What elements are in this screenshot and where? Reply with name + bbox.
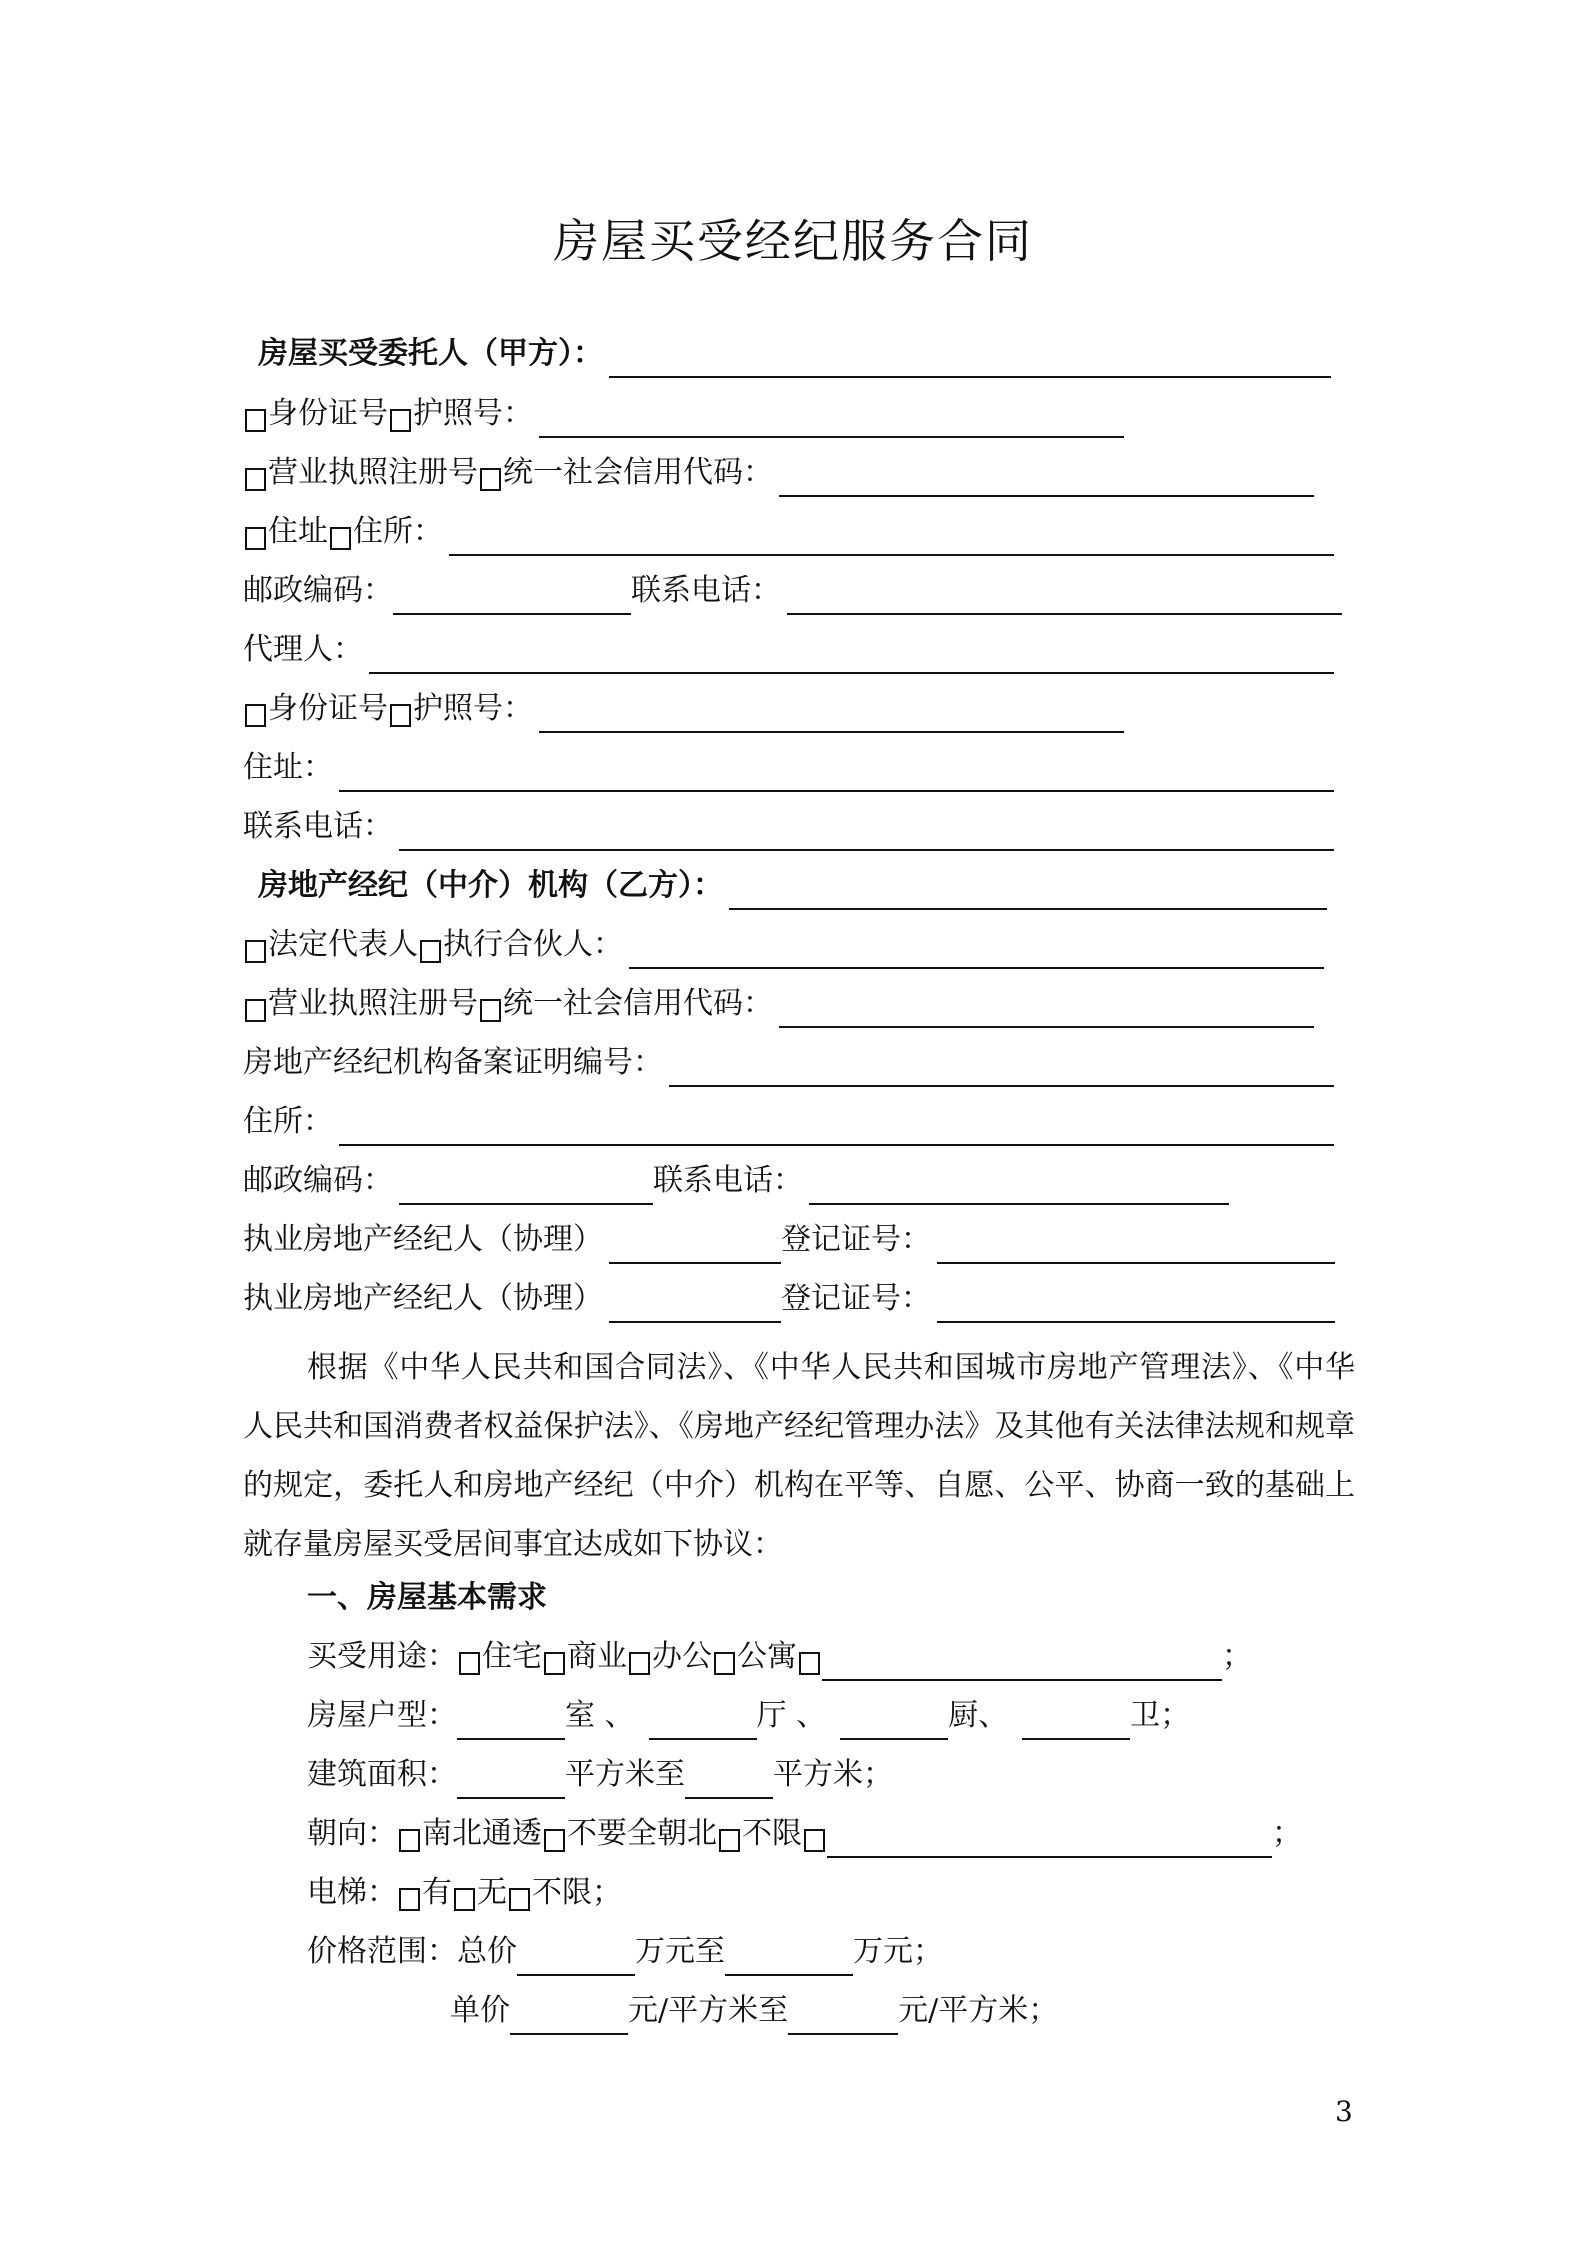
elevator-no-checkbox[interactable] <box>454 1888 475 1911</box>
party-a-phone-field[interactable] <box>787 577 1342 615</box>
agent-address-field[interactable] <box>339 754 1334 792</box>
area-min-field[interactable] <box>457 1761 565 1799</box>
orientation-any-label: 不限 <box>742 1816 802 1851</box>
broker-row-2 <box>243 1275 1335 1323</box>
party-b-row <box>258 862 1327 910</box>
elevator-no-label: 无 <box>477 1875 507 1910</box>
agent-id-label: 身份证号 <box>268 691 388 726</box>
agent-phone-field[interactable] <box>399 813 1334 851</box>
address-checkbox[interactable] <box>245 527 266 550</box>
address-label: 住址 <box>268 514 328 549</box>
b-credit-code-checkbox[interactable] <box>480 999 501 1022</box>
agent-id-checkbox[interactable] <box>245 704 266 727</box>
price-mid: 万元至 <box>635 1934 725 1969</box>
office-checkbox[interactable] <box>629 1652 650 1675</box>
area-end: 平方米； <box>773 1757 893 1792</box>
legal-rep-checkbox[interactable] <box>245 940 266 963</box>
agent-id-field[interactable] <box>539 695 1124 733</box>
elevator-label: 电梯： <box>307 1875 397 1910</box>
apartment-checkbox[interactable] <box>714 1652 735 1675</box>
party-b-contact-row <box>243 1157 1229 1205</box>
agent-passport-checkbox[interactable] <box>390 704 411 727</box>
party-b-label: 房地产经纪（中介）机构（乙方）： <box>258 868 723 903</box>
north-south-label: 南北通透 <box>422 1816 542 1851</box>
price-row <box>307 1928 943 1976</box>
use-end: ； <box>1222 1639 1252 1674</box>
credit-code-checkbox[interactable] <box>480 468 501 491</box>
b-credit-code-label: 统一社会信用代码： <box>503 986 773 1021</box>
residential-checkbox[interactable] <box>459 1652 480 1675</box>
apartment-label: 公寓 <box>737 1639 797 1674</box>
broker-row-1 <box>243 1216 1335 1264</box>
party-a-contact-row <box>243 567 1342 615</box>
elevator-yes-label: 有 <box>422 1875 452 1910</box>
broker-name-field[interactable] <box>609 1226 781 1264</box>
license-label: 营业执照注册号 <box>268 455 478 490</box>
party-a-id-field[interactable] <box>539 400 1124 438</box>
agent-passport-label: 护照号： <box>413 691 533 726</box>
agent-address-row <box>243 744 1334 792</box>
party-b-rep-field[interactable] <box>629 931 1324 969</box>
agent-phone-row <box>243 803 1334 851</box>
orientation-row <box>307 1810 1302 1858</box>
broker-label: 执业房地产经纪人（协理） <box>243 1281 603 1316</box>
passport-checkbox[interactable] <box>390 409 411 432</box>
orientation-any-checkbox[interactable] <box>719 1829 740 1852</box>
kitchens-field[interactable] <box>840 1702 948 1740</box>
broker-name-field[interactable] <box>609 1285 781 1323</box>
residence-checkbox[interactable] <box>330 527 351 550</box>
broker-label: 执业房地产经纪人（协理） <box>243 1222 603 1257</box>
credit-code-label: 统一社会信用代码： <box>503 455 773 490</box>
use-row <box>307 1633 1252 1681</box>
party-a-address-field[interactable] <box>449 518 1334 556</box>
unit-mid: 元/平方米至 <box>628 1993 789 2028</box>
reg-no-field[interactable] <box>937 1285 1335 1323</box>
party-a-id-row <box>243 390 1124 438</box>
filing-field[interactable] <box>669 1049 1334 1087</box>
commercial-label: 商业 <box>567 1639 627 1674</box>
area-row <box>307 1751 893 1799</box>
area-mid: 平方米至 <box>565 1757 685 1792</box>
passport-label: 护照号： <box>413 396 533 431</box>
kitchens-unit: 厨、 <box>948 1698 1009 1733</box>
price-max-field[interactable] <box>725 1938 853 1976</box>
b-license-checkbox[interactable] <box>245 999 266 1022</box>
license-checkbox[interactable] <box>245 468 266 491</box>
party-b-name-field[interactable] <box>729 872 1327 910</box>
not-north-label: 不要全朝北 <box>567 1816 717 1851</box>
area-max-field[interactable] <box>685 1761 773 1799</box>
residential-label: 住宅 <box>482 1639 542 1674</box>
commercial-checkbox[interactable] <box>544 1652 565 1675</box>
residence-label: 住所： <box>353 514 443 549</box>
rooms-field[interactable] <box>457 1702 565 1740</box>
party-b-rep-row <box>243 921 1324 969</box>
phone-label: 联系电话： <box>631 573 781 608</box>
halls-field[interactable] <box>649 1702 757 1740</box>
agent-name-field[interactable] <box>369 636 1334 674</box>
party-a-postcode-field[interactable] <box>393 577 631 615</box>
party-a-name-field[interactable] <box>609 340 1331 378</box>
price-min-field[interactable] <box>517 1938 635 1976</box>
other-use-checkbox[interactable] <box>799 1652 820 1675</box>
elevator-yes-checkbox[interactable] <box>399 1888 420 1911</box>
rooms-unit: 室 、 <box>565 1698 635 1733</box>
agent-id-row <box>243 685 1124 733</box>
agent-row <box>243 626 1334 674</box>
agent-address-label: 住址： <box>243 750 333 785</box>
orientation-other-checkbox[interactable] <box>804 1829 825 1852</box>
baths-field[interactable] <box>1022 1702 1130 1740</box>
id-label: 身份证号 <box>268 396 388 431</box>
reg-no-field[interactable] <box>937 1226 1335 1264</box>
b-phone-label: 联系电话： <box>653 1163 803 1198</box>
agent-phone-label: 联系电话： <box>243 809 393 844</box>
party-b-license-row <box>243 980 1314 1028</box>
elevator-row <box>307 1869 622 1917</box>
not-north-checkbox[interactable] <box>544 1829 565 1852</box>
party-b-postcode-field[interactable] <box>399 1167 653 1205</box>
orientation-other-field[interactable] <box>827 1820 1272 1858</box>
section-heading <box>307 1574 547 1622</box>
partner-label: 执行合伙人： <box>443 927 623 962</box>
section1-heading: 一、房屋基本需求 <box>307 1580 547 1615</box>
agent-label: 代理人： <box>243 632 363 667</box>
north-south-checkbox[interactable] <box>399 1829 420 1852</box>
party-b-residence-field[interactable] <box>339 1108 1334 1146</box>
postcode-label: 邮政编码： <box>243 573 393 608</box>
party-a-row <box>258 330 1331 378</box>
party-a-license-row <box>243 449 1314 497</box>
unit-end: 元/平方米； <box>898 1993 1059 2028</box>
party-a-license-field[interactable] <box>779 459 1314 497</box>
partner-checkbox[interactable] <box>420 940 441 963</box>
page-number: 3 <box>1335 2095 1353 2128</box>
b-license-label: 营业执照注册号 <box>268 986 478 1021</box>
orientation-end: ； <box>1272 1816 1302 1851</box>
area-label: 建筑面积： <box>307 1757 457 1792</box>
reg-no-label: 登记证号： <box>781 1222 931 1257</box>
b-postcode-label: 邮政编码： <box>243 1163 393 1198</box>
legal-rep-label: 法定代表人 <box>268 927 418 962</box>
other-use-field[interactable] <box>822 1643 1222 1681</box>
baths-unit: 卫； <box>1130 1698 1191 1733</box>
b-residence-label: 住所： <box>243 1104 333 1139</box>
party-b-residence-row <box>243 1098 1334 1146</box>
layout-row <box>307 1692 1190 1740</box>
layout-label: 房屋户型： <box>307 1698 457 1733</box>
unit-price-label: 单价 <box>450 1993 510 2028</box>
unit-max-field[interactable] <box>788 1997 898 2035</box>
party-b-license-field[interactable] <box>779 990 1314 1028</box>
use-label: 买受用途： <box>307 1639 457 1674</box>
reg-no-label: 登记证号： <box>781 1281 931 1316</box>
party-a-label: 房屋买受委托人（甲方）： <box>258 336 603 371</box>
party-a-address-row <box>243 508 1334 556</box>
unit-price-row <box>450 1987 1058 2035</box>
filing-label: 房地产经纪机构备案证明编号： <box>243 1045 663 1080</box>
id-checkbox[interactable] <box>245 409 266 432</box>
office-label: 办公 <box>652 1639 712 1674</box>
halls-unit: 厅 、 <box>756 1698 827 1733</box>
price-end: 万元； <box>853 1934 943 1969</box>
elevator-any-label: 不限； <box>532 1875 622 1910</box>
price-label: 价格范围：总价 <box>307 1934 517 1969</box>
unit-min-field[interactable] <box>510 1997 628 2035</box>
party-b-phone-field[interactable] <box>809 1167 1229 1205</box>
elevator-any-checkbox[interactable] <box>509 1888 530 1911</box>
orientation-label: 朝向： <box>307 1816 397 1851</box>
preamble-paragraph: 根据《中华人民共和国合同法》、《中华人民共和国城市房地产管理法》、《中华人民共和国消费者权益保护法》、《房地产经纪管理办法》及其他有关法律法规和规章的规定，委托人和房地产经纪（中介）机构在平等、自愿、公平、协商一致的基础上就存量房屋买受居间事宜达成如下协议： <box>243 1350 1355 1562</box>
page-title: 房屋买受经纪服务合同 <box>553 214 1033 268</box>
filing-row <box>243 1039 1334 1087</box>
